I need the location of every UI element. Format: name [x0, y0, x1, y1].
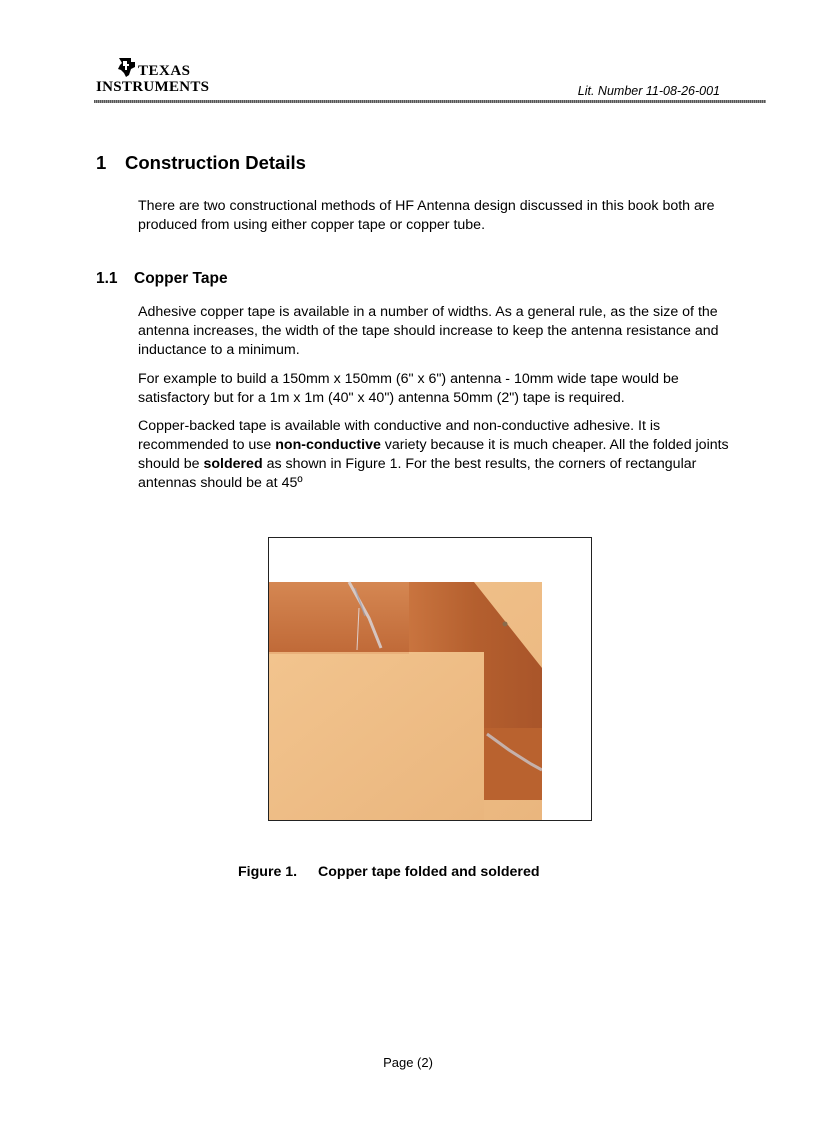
figure-label: Figure 1. — [238, 864, 298, 880]
copper-tape-photo — [269, 538, 591, 820]
paragraph-adhesive-text-3: as shown in Figure 1. For the best results, the corners of rectangular antennas should be at 45º — [138, 456, 697, 491]
ti-logo — [94, 56, 234, 96]
section-heading — [96, 152, 306, 174]
figure-1-image — [268, 537, 592, 821]
texas-state-logo-icon — [116, 56, 138, 78]
section-intro-paragraph: There are two constructional methods of HF Antenna design discussed in this book both are produced from using either copper tape or copper tube. — [138, 198, 715, 233]
subsection-number: 1.1 — [96, 270, 118, 287]
figure-caption-text: Copper tape folded and soldered — [318, 864, 540, 880]
logo-text-texas: TEXAS — [138, 63, 191, 79]
page-number: Page (2) — [383, 1055, 433, 1070]
paragraph-tape-widths: Adhesive copper tape is available in a number of widths. As a general rule, as the size of the antenna increases, the width of the tape should increase to keep the antenna resistance and inductance to a minimum. — [138, 304, 719, 358]
paragraph-adhesive — [138, 417, 733, 493]
figure-caption — [238, 864, 540, 880]
subsection-heading — [96, 270, 228, 288]
subsection-title: Copper Tape — [134, 270, 228, 287]
paragraph-adhesive-text-1: Copper-backed tape is available with conductive and non-conductive adhesive. It is recommended to use — [138, 418, 661, 453]
emphasis-non-conductive: non-conductive — [275, 437, 381, 453]
page-header — [94, 52, 766, 104]
section-number: 1 — [96, 152, 107, 173]
header-divider — [94, 100, 766, 103]
emphasis-soldered: soldered — [203, 456, 263, 472]
paragraph-tape-example: For example to build a 150mm x 150mm (6" x 6") antenna - 10mm wide tape would be satisfactory but for a 1m x 1m (40" x 40") antenna 50mm (2") tape is required. — [138, 371, 679, 406]
logo-text-instruments: INSTRUMENTS — [96, 79, 210, 95]
section-title: Construction Details — [125, 152, 306, 173]
lit-number: Lit. Number 11-08-26-001 — [577, 84, 720, 98]
paragraph-adhesive-text-2: variety because it is much cheaper. All the folded joints should be — [138, 437, 729, 472]
